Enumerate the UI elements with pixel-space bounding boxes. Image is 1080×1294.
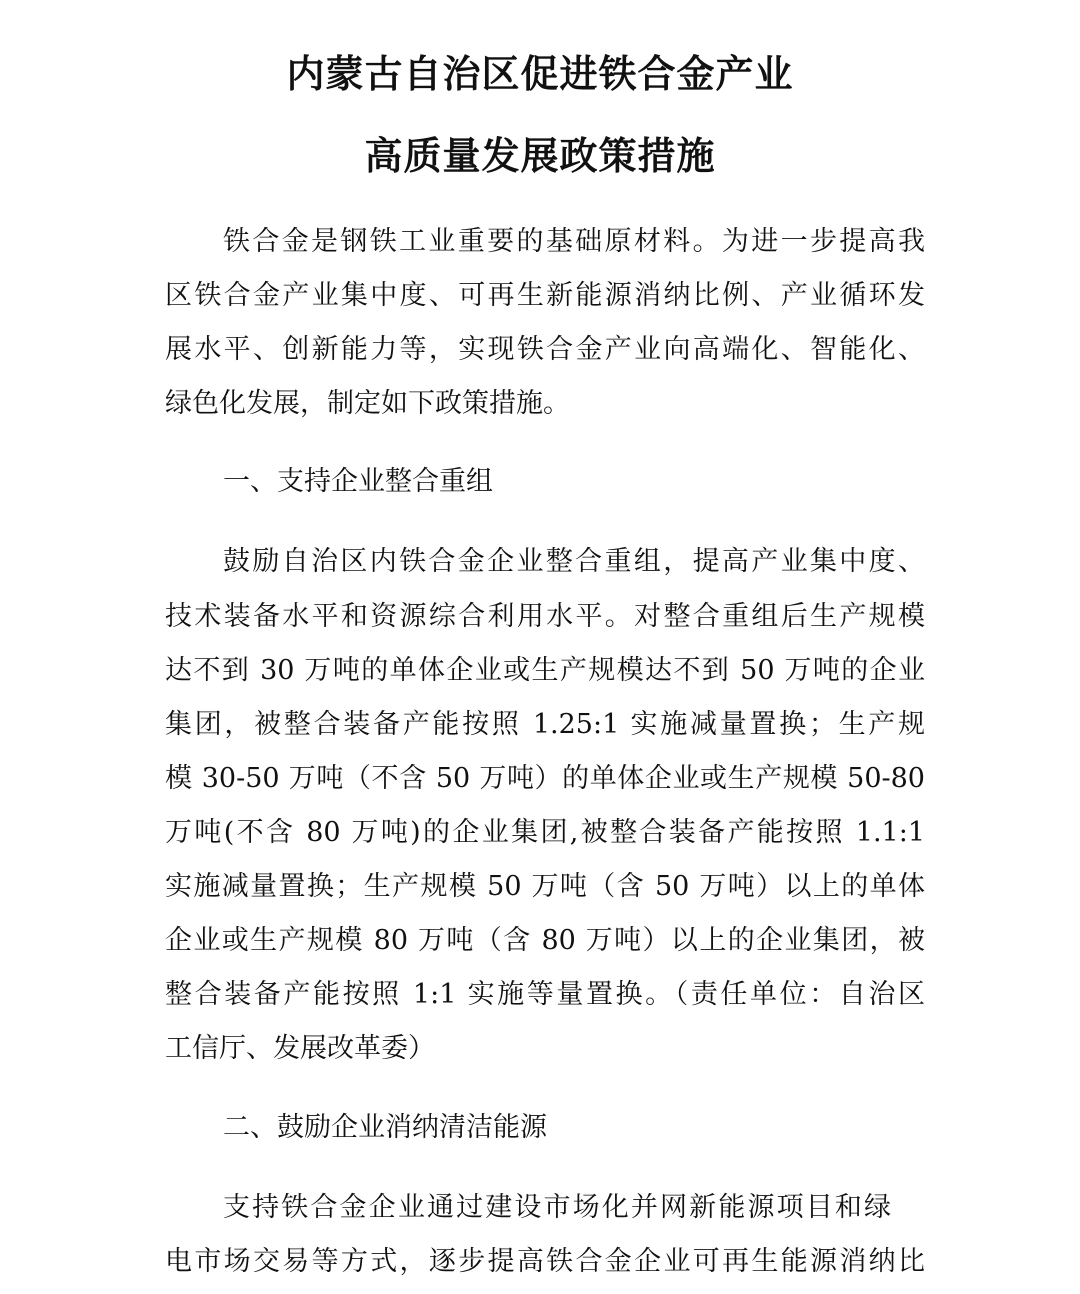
intro-paragraph-line: 区铁合金产业集中度、可再生新能源消纳比例、产业循环发	[165, 280, 925, 311]
section-1-paragraph-line: 鼓励自治区内铁合金企业整合重组，提高产业集中度、	[223, 546, 925, 577]
section-1-paragraph-line: 万吨(不含 80 万吨)的企业集团,被整合装备产能按照 1.1:1	[165, 817, 925, 848]
section-heading-1: 一、支持企业整合重组	[223, 466, 493, 497]
intro-paragraph-line: 铁合金是钢铁工业重要的基础原材料。为进一步提高我	[223, 226, 925, 257]
intro-paragraph-line: 展水平、创新能力等，实现铁合金产业向高端化、智能化、	[165, 334, 925, 365]
section-2-paragraph-line: 电市场交易等方式，逐步提高铁合金企业可再生能源消纳比	[165, 1246, 925, 1277]
section-heading-2: 二、鼓励企业消纳清洁能源	[223, 1112, 547, 1143]
section-1-paragraph-line: 模 30-50 万吨（不含 50 万吨）的单体企业或生产规模 50-80	[165, 763, 925, 794]
section-1-paragraph-line: 工信厅、发展改革委）	[165, 1033, 435, 1064]
section-1-paragraph-line: 集团，被整合装备产能按照 1.25:1 实施减量置换；生产规	[165, 709, 925, 740]
section-1-paragraph-line: 整合装备产能按照 1:1 实施等量置换。（责任单位：自治区	[165, 979, 925, 1010]
section-1-paragraph-line: 企业或生产规模 80 万吨（含 80 万吨）以上的企业集团，被	[165, 925, 925, 956]
section-1-paragraph-line: 实施减量置换；生产规模 50 万吨（含 50 万吨）以上的单体	[165, 871, 925, 902]
document-title-line-1: 内蒙古自治区促进铁合金产业	[286, 52, 794, 96]
intro-paragraph-line: 绿色化发展，制定如下政策措施。	[165, 388, 570, 419]
document-title-line-2: 高质量发展政策措施	[364, 134, 716, 178]
section-1-paragraph-line: 技术装备水平和资源综合利用水平。对整合重组后生产规模	[165, 601, 925, 632]
section-1-paragraph-line: 达不到 30 万吨的单体企业或生产规模达不到 50 万吨的企业	[165, 655, 925, 686]
section-2-paragraph-line: 支持铁合金企业通过建设市场化并网新能源项目和绿	[223, 1192, 891, 1223]
